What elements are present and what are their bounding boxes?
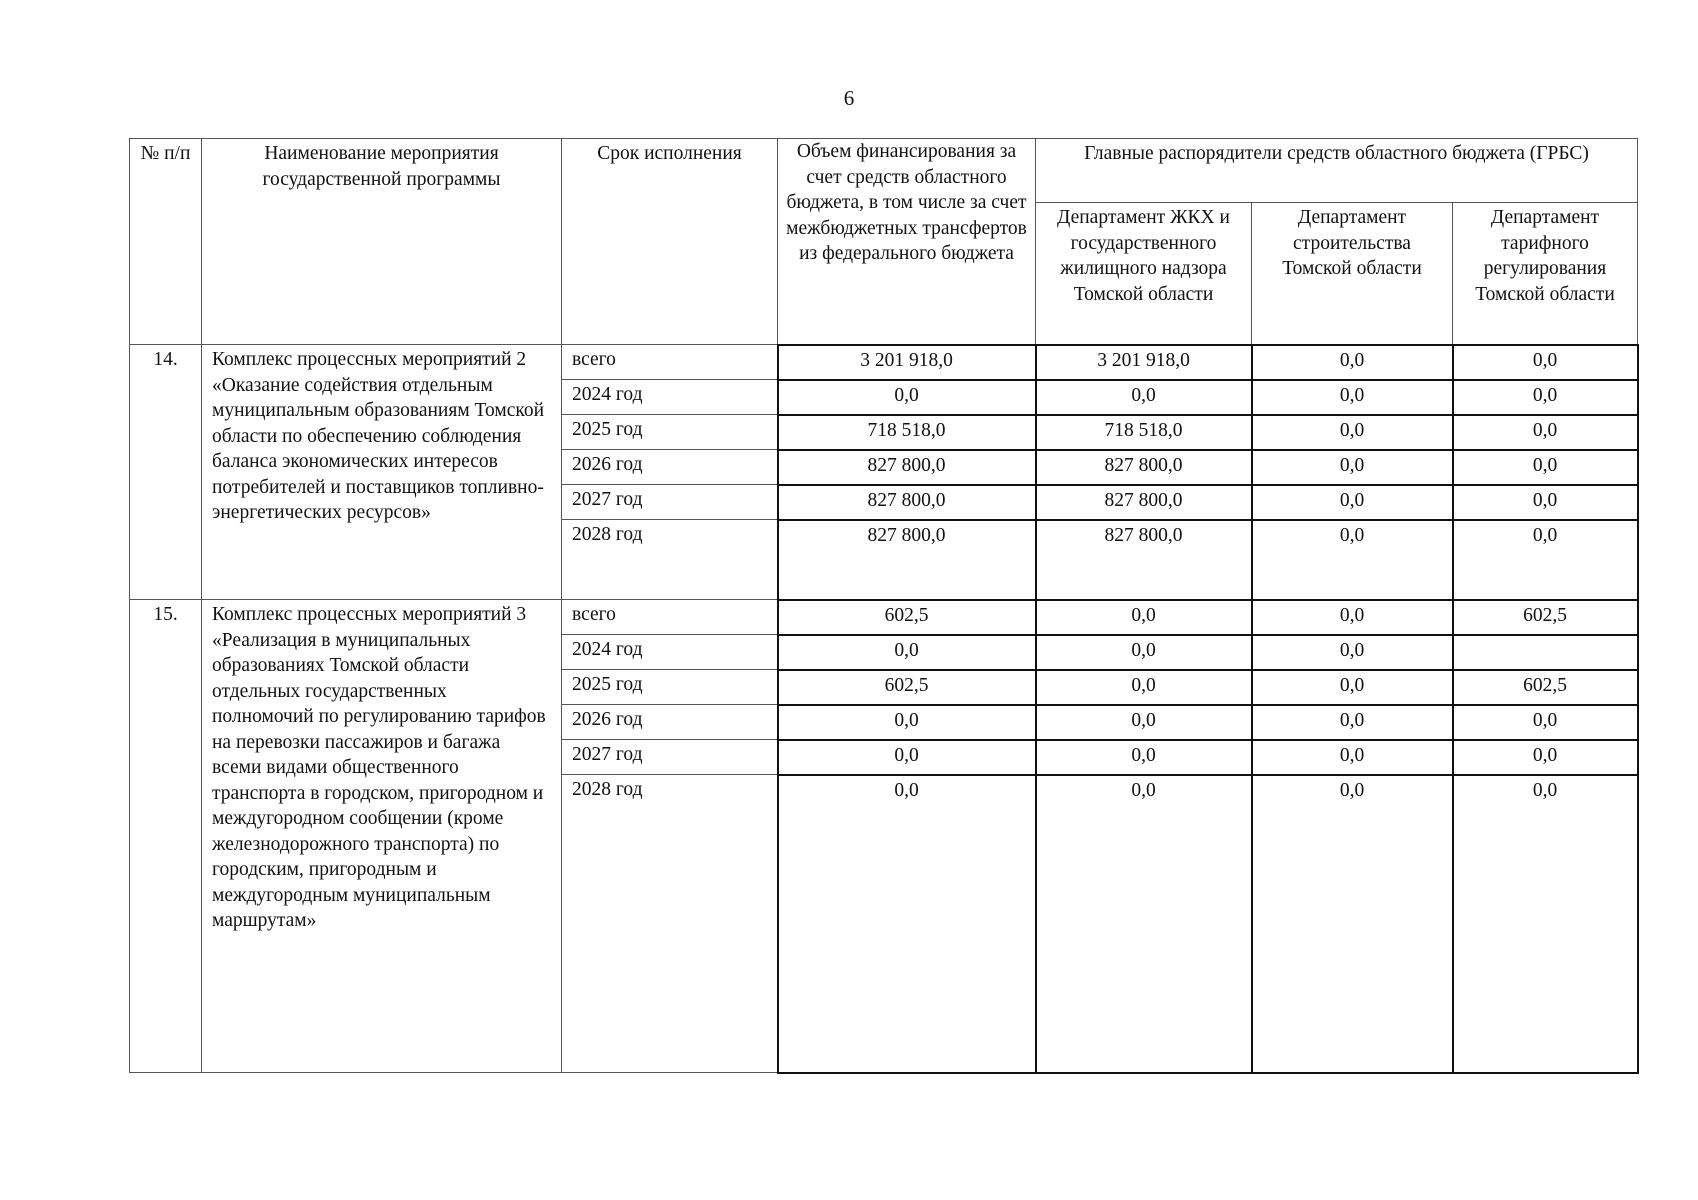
volume-value: 602,5: [778, 600, 1036, 635]
volume-value: 827 800,0: [778, 450, 1036, 485]
dept3-value: 602,5: [1453, 600, 1638, 635]
volume-value: 827 800,0: [778, 520, 1036, 600]
header-volume: Объем финансирования за счет средств областного бюджета, в том числе за счет межбюджетных трансфертов из федерального бюджета: [786, 141, 1027, 264]
dept2-value: 0,0: [1252, 670, 1453, 705]
dept1-value: 0,0: [1036, 740, 1252, 775]
dept2-value: 0,0: [1252, 450, 1453, 485]
dept3-value: [1453, 635, 1638, 670]
header-number: № п/п: [140, 143, 191, 164]
volume-value: 0,0: [778, 740, 1036, 775]
volume-value: 827 800,0: [778, 485, 1036, 520]
term-cell: всего: [562, 345, 778, 380]
header-dept2: Департамент строительства Томской области: [1282, 207, 1422, 279]
term-cell: 2024 год: [562, 635, 778, 670]
term-cell: 2026 год: [562, 450, 778, 485]
term-cell: 2025 год: [562, 670, 778, 705]
dept3-value: 0,0: [1453, 415, 1638, 450]
header-number-cell: [130, 139, 202, 345]
dept3-value: 602,5: [1453, 670, 1638, 705]
volume-value: 602,5: [778, 670, 1036, 705]
dept3-value: 0,0: [1453, 775, 1638, 1073]
volume-value: 0,0: [778, 705, 1036, 740]
dept1-value: 827 800,0: [1036, 450, 1252, 485]
header-volume-cell: [778, 139, 1036, 345]
term-cell: 2028 год: [562, 775, 778, 1073]
table-row: [130, 345, 1638, 380]
dept1-value: 0,0: [1036, 705, 1252, 740]
dept1-value: 827 800,0: [1036, 520, 1252, 600]
dept2-value: 0,0: [1252, 380, 1453, 415]
budget-table: [129, 138, 1639, 1074]
activity-name: Комплекс процессных мероприятий 3 «Реализация в муниципальных образованиях Томской области отдельных государственных полномочий по регулированию тарифов на перевозки пассажиров и багажа всеми видами общественного транспорта в городском, пригородном и междугородном сообщении (кроме железнодорожного транспорта) по городским, пригородным и междугородным муниципальным маршрутам»: [202, 600, 562, 1073]
activity-name: Комплекс процессных мероприятий 2 «Оказание содействия отдельным муниципальным образованиям Томской области по обеспечению соблюдения баланса экономических интересов потребителей и поставщиков топливно-энергетических ресурсов»: [202, 345, 562, 600]
header-term-cell: [562, 139, 778, 345]
volume-value: 718 518,0: [778, 415, 1036, 450]
page-number: 6: [843, 86, 855, 110]
dept2-value: 0,0: [1252, 775, 1453, 1073]
term-cell: 2027 год: [562, 740, 778, 775]
dept3-value: 0,0: [1453, 740, 1638, 775]
header-dept3: Департамент тарифного регулирования Томской области: [1475, 207, 1615, 305]
header-term: Срок исполнения: [597, 143, 742, 164]
dept1-value: 827 800,0: [1036, 485, 1252, 520]
dept1-value: 718 518,0: [1036, 415, 1252, 450]
row-number: 14.: [130, 345, 202, 600]
term-cell: 2026 год: [562, 705, 778, 740]
dept2-value: 0,0: [1252, 705, 1453, 740]
row-number: 15.: [130, 600, 202, 1073]
dept2-value: 0,0: [1252, 415, 1453, 450]
dept3-value: 0,0: [1453, 705, 1638, 740]
volume-value: 3 201 918,0: [778, 345, 1036, 380]
dept2-value: 0,0: [1252, 520, 1453, 600]
header-dept2-cell: [1252, 203, 1453, 345]
header-dept3-cell: [1453, 203, 1638, 345]
header-row-top: [130, 139, 1638, 203]
dept3-value: 0,0: [1453, 485, 1638, 520]
term-cell: 2028 год: [562, 520, 778, 600]
dept2-value: 0,0: [1252, 740, 1453, 775]
header-grbs-cell: [1036, 139, 1638, 203]
dept3-value: 0,0: [1453, 345, 1638, 380]
table-row: [130, 600, 1638, 635]
dept1-value: 0,0: [1036, 670, 1252, 705]
header-name-cell: [202, 139, 562, 345]
header-grbs: Главные распорядители средств областного бюджета (ГРБС): [1084, 143, 1589, 164]
dept3-value: 0,0: [1453, 520, 1638, 600]
dept1-value: 3 201 918,0: [1036, 345, 1252, 380]
term-cell: 2025 год: [562, 415, 778, 450]
dept2-value: 0,0: [1252, 485, 1453, 520]
dept2-value: 0,0: [1252, 345, 1453, 380]
term-cell: всего: [562, 600, 778, 635]
header-name: Наименование мероприятия государственной программы: [262, 143, 501, 190]
dept2-value: 0,0: [1252, 600, 1453, 635]
volume-value: 0,0: [778, 635, 1036, 670]
dept1-value: 0,0: [1036, 600, 1252, 635]
volume-value: 0,0: [778, 775, 1036, 1073]
term-cell: 2024 год: [562, 380, 778, 415]
dept1-value: 0,0: [1036, 775, 1252, 1073]
dept3-value: 0,0: [1453, 380, 1638, 415]
dept1-value: 0,0: [1036, 380, 1252, 415]
header-dept1-cell: [1036, 203, 1252, 345]
header-dept1: Департамент ЖКХ и государственного жилищного надзора Томской области: [1057, 207, 1230, 305]
term-cell: 2027 год: [562, 485, 778, 520]
dept1-value: 0,0: [1036, 635, 1252, 670]
dept3-value: 0,0: [1453, 450, 1638, 485]
volume-value: 0,0: [778, 380, 1036, 415]
dept2-value: 0,0: [1252, 635, 1453, 670]
